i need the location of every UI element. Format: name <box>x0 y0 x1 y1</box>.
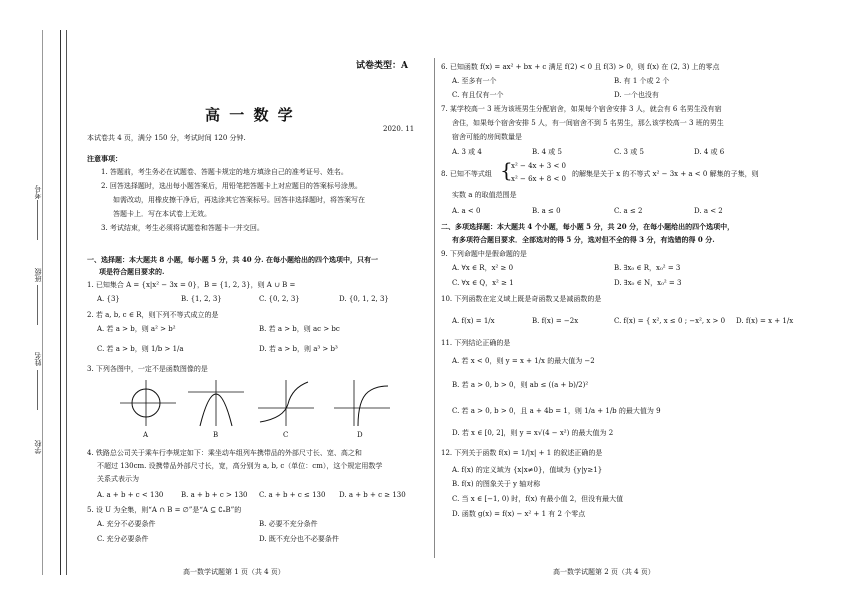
question-3: 3. 下列各图中，一定不是函数图像的是 <box>87 365 208 373</box>
question-8-cont2: 实数 a 的取值范围是 <box>452 191 517 199</box>
q11-option-d: D. 若 x ∈ [0, 2]，则 y = x√(4 − x²) 的最大值为 2 <box>452 429 614 437</box>
q1-option-a: A. {3} <box>97 295 120 303</box>
q10-option-c: C. f(x) = { x², x ≤ 0 ; −x², x > 0 <box>614 317 726 325</box>
q5-option-c: C. 充分必要条件 <box>97 535 149 543</box>
q11-option-c: C. 若 a > 0, b > 0，且 a + 4b = 1，则 1/a + 1/b 的最大值为 9 <box>452 407 661 415</box>
q6-option-a: A. 至多有一个 <box>452 77 497 85</box>
notice-item: 3. 考试结束，考生必须将试题卷和答题卡一并交回。 <box>101 224 264 232</box>
figure-c-curve <box>256 378 316 428</box>
page-footer-1: 高一数学试题第 1 页（共 4 页） <box>183 568 285 576</box>
question-7-line2: 舍住，如果每个宿舍安排 5 人，有一间宿舍不到 5 名男生，那么该学校高一 3 班的男生 <box>452 119 724 127</box>
figure-label-b: B <box>213 431 219 439</box>
intro: 本试卷共 4 页，满分 150 分，考试时间 120 分钟. <box>87 134 246 142</box>
section1-heading: 一、选择题：本大题共 8 小题，每小题 5 分，共 40 分. 在每小题给出的四个选项中，只有一 <box>87 255 378 264</box>
question-7-line1: 7. 某学校高一 3 班为该班男生分配宿舍，如果每个宿舍安排 3 人，就会有 6 名男生没有宿 <box>441 105 722 113</box>
question-4-line3: 关系式表示为 <box>97 475 139 483</box>
column-divider <box>434 58 435 558</box>
exam-number-label: 考号 <box>34 185 42 199</box>
question-6: 6. 已知函数 f(x) = ax² + bx + c 满足 f(2) < 0 且 f(3) > 0，则 f(x) 在 (2, 3) 上的零点 <box>441 63 720 71</box>
exam-type: 试卷类型：A <box>356 61 408 71</box>
q5-option-a: A. 充分不必要条件 <box>97 520 156 528</box>
q1-option-b: B. {1, 2, 3} <box>181 295 222 303</box>
question-4-line2: 不超过 130cm. 设携带品外部尺寸长，宽，高分别为 a, b, c（单位：cm），这个规定用数学 <box>97 462 383 470</box>
question-8: 8. 已知不等式组 <box>441 170 492 178</box>
q11-option-b: B. 若 a > 0, b > 0，则 ab ≤ ((a + b)/2)² <box>452 381 589 389</box>
q6-option-b: B. 有 1 个或 2 个 <box>614 77 670 85</box>
notice-item: 2. 回答选择题时，选出每小题答案后，用铅笔把答题卡上对应题目的答案标号涂黑。 <box>101 182 362 190</box>
question-2: 2. 若 a, b, c ∈ R，则下列不等式成立的是 <box>87 311 219 319</box>
section2-heading: 二、多项选择题：本大题共 4 个小题，每小题 5 分，共 20 分，在每小题给出的四个选项中， <box>441 222 735 231</box>
question-11: 11. 下列结论正确的是 <box>441 339 511 347</box>
q8-option-a: A. a < 0 <box>452 207 481 215</box>
q1-option-d: D. {0, 1, 2, 3} <box>339 295 389 303</box>
q4-option-b: B. a + b + c > 130 <box>181 491 248 499</box>
figure-label-a: A <box>143 431 149 439</box>
q6-option-d: D. 一个也没有 <box>614 91 659 99</box>
school-label: 学校 <box>34 440 42 454</box>
question-4-line1: 4. 铁路总公司关于乘车行李规定如下：乘坐动车组列车携带品的外部尺寸长、宽、高之和 <box>87 449 362 457</box>
q12-option-d: D. 函数 g(x) = f(x) − x² + 1 有 2 个零点 <box>452 510 586 518</box>
q2-option-c: C. 若 a > b，则 1/b > 1/a <box>97 345 184 353</box>
figure-d-curve <box>332 378 392 428</box>
question-1: 1. 已知集合 A = {x|x² − 3x = 0}，B = {1, 2, 3}，则 A ∪ B = <box>87 281 296 289</box>
notice-item: 答题卡上．写在本试卷上无效。 <box>113 210 211 218</box>
figure-a-circle <box>118 378 178 428</box>
q8-option-b: B. a ≤ 0 <box>532 207 561 215</box>
figure-b-parabola <box>186 378 246 428</box>
q7-option-a: A. 3 或 4 <box>452 148 482 156</box>
q12-option-c: C. 当 x ∈ [−1, 0) 时，f(x) 有最小值 2，但没有最大值 <box>452 495 624 503</box>
page-footer-2: 高一数学试题第 2 页（共 4 页） <box>553 568 655 576</box>
figure-label-c: C <box>283 431 289 439</box>
question-10: 10. 下列函数在定义域上既是奇函数又是减函数的是 <box>441 295 602 303</box>
q9-option-d: D. ∃x₀ ∈ N，x₀² = 3 <box>614 279 682 287</box>
q2-option-d: D. 若 a > b，则 a³ > b³ <box>259 345 338 353</box>
q1-option-c: C. {0, 2, 3} <box>259 295 300 303</box>
q12-option-b: B. f(x) 的图象关于 y 轴对称 <box>452 480 541 488</box>
q10-option-d: D. f(x) = x + 1/x <box>736 317 794 325</box>
figure-label-d: D <box>357 431 363 439</box>
q12-option-a: A. f(x) 的定义域为 {x|x≠0}，值域为 {y|y≥1} <box>452 466 603 474</box>
q5-option-d: D. 既不充分也不必要条件 <box>259 535 339 543</box>
brace-icon: { <box>500 158 513 182</box>
q2-option-a: A. 若 a > b，则 a² > b² <box>97 325 176 333</box>
question-8-cont: 的解集是关于 x 的不等式 x² − 3x + a < 0 解集的子集，则 <box>572 170 759 178</box>
q8-option-d: D. a < 2 <box>694 207 723 215</box>
q8-system-1: x² − 4x + 3 < 0 <box>511 162 567 170</box>
notice-item: 如需改动，用橡皮擦干净后，再选涂其它答案标号。回答非选择题时，将答案写在 <box>113 196 365 204</box>
date: 2020. 11 <box>383 125 415 133</box>
q10-option-b: B. f(x) = −2x <box>532 317 579 325</box>
q9-option-b: B. ∃x₀ ∈ R，x₀² = 3 <box>614 264 681 272</box>
q7-option-d: D. 4 或 6 <box>694 148 725 156</box>
q5-option-b: B. 必要不充分条件 <box>259 520 318 528</box>
q7-option-b: B. 4 或 5 <box>532 148 562 156</box>
question-7-line3: 宿舍可能的房间数量是 <box>452 133 522 141</box>
section2-heading-cont: 有多项符合题目要求．全部选对的得 5 分，选对但不全的得 3 分，有选错的得 0 分. <box>452 235 715 244</box>
notice-title: 注意事项： <box>87 154 122 163</box>
q11-option-a: A. 若 x < 0，则 y = x + 1/x 的最大值为 −2 <box>452 357 595 365</box>
section1-heading-cont: 项是符合题目要求的. <box>99 267 165 276</box>
question-9: 9. 下列命题中是假命题的是 <box>441 250 527 258</box>
q9-option-c: C. ∀x ∈ Q，x² ≥ 1 <box>452 279 514 287</box>
q6-option-c: C. 有且仅有一个 <box>452 91 504 99</box>
q7-option-c: C. 3 或 5 <box>614 148 644 156</box>
q4-option-c: C. a + b + c ≤ 130 <box>259 491 326 499</box>
q4-option-a: A. a + b + c < 130 <box>97 491 164 499</box>
q10-option-a: A. f(x) = 1/x <box>452 317 495 325</box>
question-12: 12. 下列关于函数 f(x) = 1/|x| + 1 的叙述正确的是 <box>441 449 603 457</box>
class-label: 班级 <box>34 268 42 282</box>
q8-option-c: C. a ≤ 2 <box>614 207 643 215</box>
q2-option-b: B. 若 a > b，则 ac > bc <box>259 325 340 333</box>
q4-option-d: D. a + b + c ≥ 130 <box>339 491 406 499</box>
q9-option-a: A. ∀x ∈ R，x² ≥ 0 <box>452 264 514 272</box>
q8-system-2: x² − 6x + 8 < 0 <box>511 175 567 183</box>
notice-item: 1. 答题前，考生务必在试题卷、答题卡规定的地方填涂自己的准考证号、姓名。 <box>101 168 348 176</box>
page-title: 高 一 数 学 <box>205 106 295 124</box>
question-5: 5. 设 U 为全集，则“A ∩ B = ∅”是“A ⊆ ∁ᵤB”的 <box>87 506 242 514</box>
name-label: 姓名 <box>34 352 42 366</box>
